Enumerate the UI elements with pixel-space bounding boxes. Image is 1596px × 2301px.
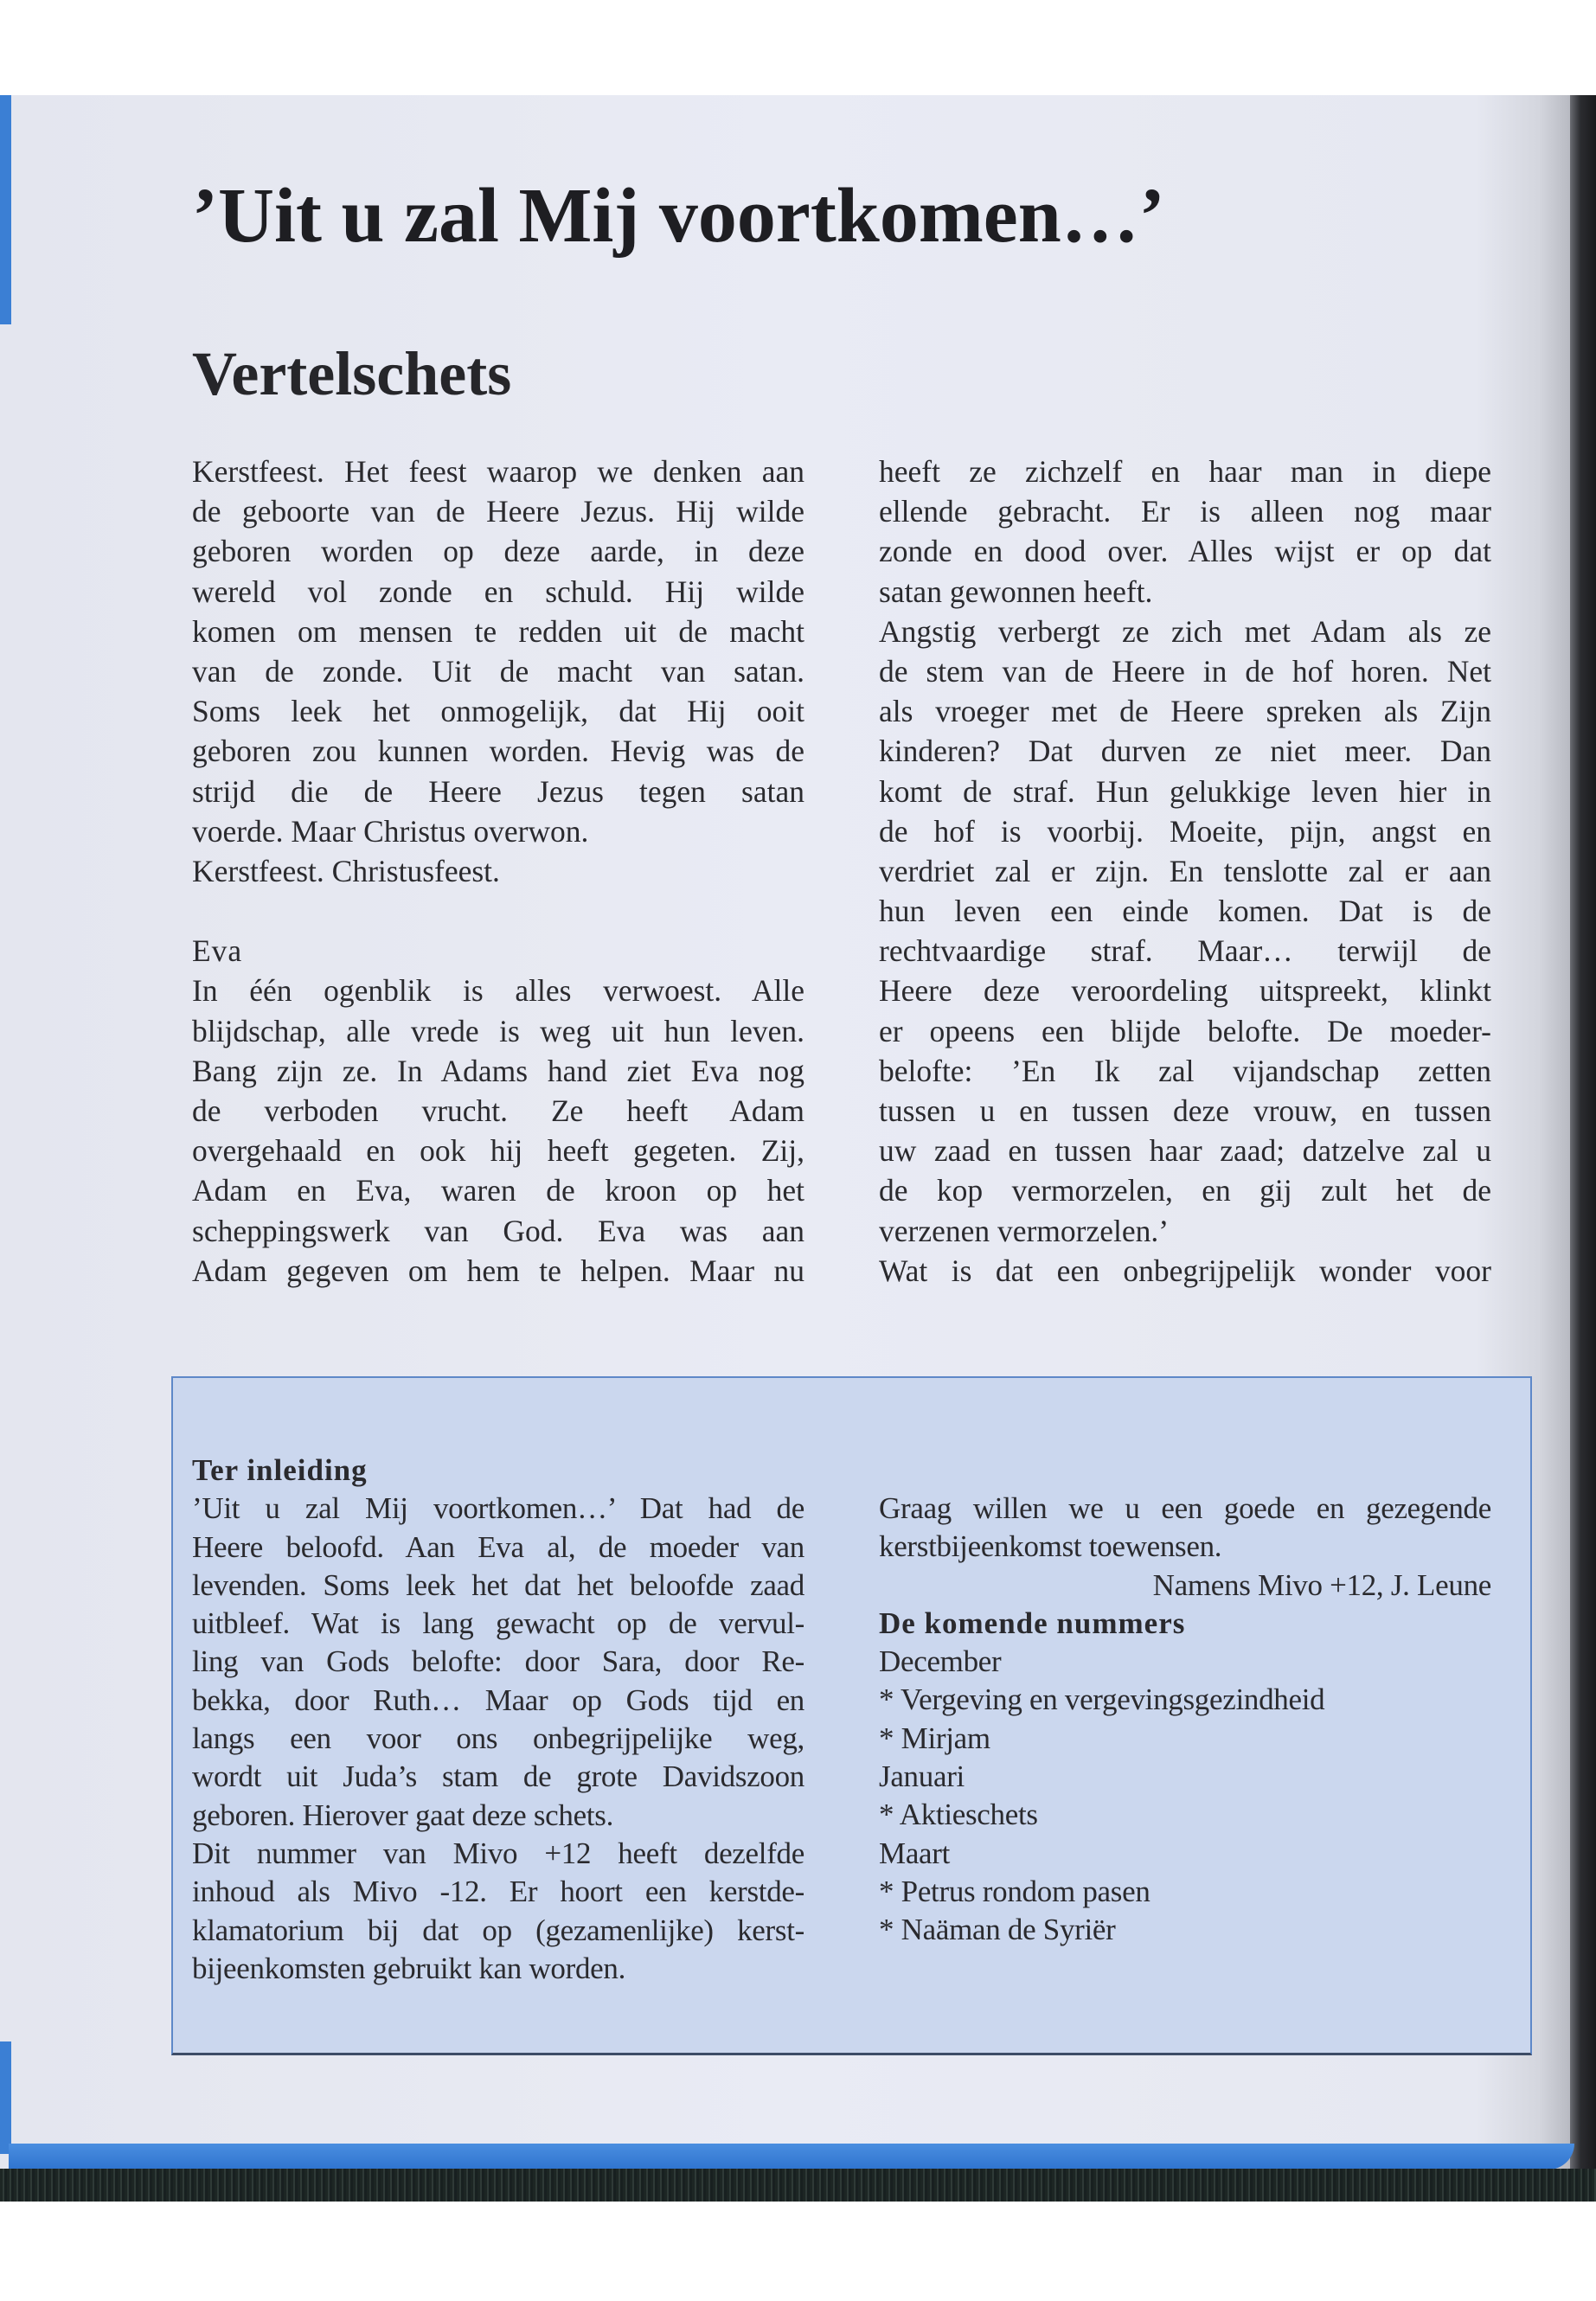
text-line: Dit nummer van Mivo +12 heeft dezelfde (192, 1836, 804, 1870)
text-line: Bang zijn ze. In Adams hand ziet Eva nog (192, 1053, 804, 1088)
signature-line: Namens Mivo +12, J. Leune (1152, 1567, 1491, 1602)
list-item: * Mirjam (879, 1721, 990, 1755)
text-line: Wat is dat een onbegrijpelijk wonder voor (879, 1253, 1491, 1288)
text-line: heeft ze zichzelf en haar man in diepe (879, 454, 1491, 489)
left-blue-edge (0, 95, 11, 324)
text-line: Adam gegeven om hem te helpen. Maar nu (192, 1253, 804, 1288)
bottom-blue-band (9, 2144, 1574, 2170)
text-line: Graag willen we u een goede en gezegende (879, 1491, 1491, 1525)
text-line: langs een voor ons onbegrijpelijke weg, (192, 1721, 804, 1756)
text-line: van de zonde. Uit de macht van satan. (192, 653, 804, 689)
list-item: * Vergeving en vergevingsgezindheid (879, 1682, 1325, 1717)
list-item: December (879, 1644, 1002, 1679)
text-line: Kerstfeest. Christusfeest. (192, 853, 500, 888)
text-line: geboren zou kunnen worden. Hevig was de (192, 734, 804, 769)
section-title: Vertelschets (192, 339, 512, 408)
binding-edge (1570, 95, 1596, 2202)
article-right-column (879, 452, 1491, 1291)
text-line: Soms leek het onmogelijk, dat Hij ooit (192, 694, 804, 729)
text-line: de geboorte van de Heere Jezus. Hij wilde (192, 494, 804, 529)
text-line: de hof is voorbij. Moeite, pijn, angst en (879, 813, 1491, 849)
text-line: satan gewonnen heeft. (879, 574, 1153, 609)
text-line: tussen u en tussen deze vrouw, en tussen (879, 1093, 1491, 1128)
text-line: verdriet zal er zijn. En tenslotte zal er aan (879, 853, 1491, 888)
text-line: rechtvaardige straf. Maar… terwijl de (879, 933, 1491, 969)
text-line: uitbleef. Wat is lang gewacht op de vervul- (192, 1606, 804, 1641)
text-line: hun leven een einde komen. Dat is de (879, 894, 1491, 929)
text-line: belofte: ’En Ik zal vijandschap zetten (879, 1053, 1491, 1088)
text-line: geboren. Hierover gaat deze schets. (192, 1798, 614, 1832)
subheading: De komende nummers (879, 1606, 1186, 1640)
list-item: Maart (879, 1836, 951, 1870)
text-line: levenden. Soms leek het dat het beloofde zaad (192, 1567, 804, 1602)
text-line: zonde en dood over. Alles wijst er op dat (879, 534, 1491, 569)
text-line: voerde. Maar Christus overwon. (192, 813, 589, 849)
text-line: Kerstfeest. Het feest waarop we denken aan (192, 454, 804, 489)
text-line: scheppingswerk van God. Eva was aan (192, 1213, 804, 1248)
text-line: als vroeger met de Heere spreken als Zijn (879, 694, 1491, 729)
article-left-column (192, 452, 804, 1291)
text-line: In één ogenblik is alles verwoest. Alle (192, 973, 804, 1009)
text-line: de verboden vrucht. Ze heeft Adam (192, 1093, 804, 1128)
text-line: blijdschap, alle vrede is weg uit hun leven. (192, 1013, 804, 1048)
text-line: Angstig verbergt ze zich met Adam als ze (879, 613, 1491, 649)
paragraph-gap (192, 891, 804, 931)
text-line: kinderen? Dat durven ze niet meer. Dan (879, 734, 1491, 769)
left-blue-edge-lower (0, 2041, 11, 2154)
list-item: * Naäman de Syriër (879, 1913, 1116, 1947)
text-line: klamatorium bij dat op (gezamenlijke) kerst- (192, 1913, 804, 1947)
text-line: Adam en Eva, waren de kroon op het (192, 1173, 804, 1208)
info-box-left-column (192, 1452, 804, 1988)
text-line: komt de straf. Hun gelukkige leven hier in (879, 773, 1491, 809)
text-line: Heere deze veroordeling uitspreekt, klinkt (879, 973, 1491, 1009)
text-line: uw zaad en tussen haar zaad; datzelve zal u (879, 1133, 1491, 1169)
list-item: * Petrus rondom pasen (879, 1874, 1151, 1908)
text-line: de stem van de Heere in de hof horen. Net (879, 653, 1491, 689)
text-line: ellende gebracht. Er is alleen nog maar (879, 494, 1491, 529)
subheading: Eva (192, 933, 243, 969)
text-line: geboren worden op deze aarde, in deze (192, 534, 804, 569)
page-title: ’Uit u zal Mij voortkomen…’ (192, 173, 1165, 259)
text-line: de kop vermorzelen, en gij zult het de (879, 1173, 1491, 1208)
text-line: ’Uit u zal Mij voortkomen…’ Dat had de (192, 1491, 804, 1526)
text-line: kerstbijeenkomst toewensen. (879, 1529, 1222, 1564)
text-line: ling van Gods belofte: door Sara, door Re- (192, 1644, 804, 1679)
text-line: inhoud als Mivo -12. Er hoort een kerstde- (192, 1875, 804, 1909)
text-line: bekka, door Ruth… Maar op Gods tijd en (192, 1682, 804, 1717)
info-box (171, 1376, 1532, 2055)
list-item: Januari (879, 1759, 965, 1794)
subheading: Ter inleiding (192, 1453, 368, 1487)
text-line: Heere beloofd. Aan Eva al, de moeder van (192, 1529, 804, 1564)
text-line: overgehaald en ook hij heeft gegeten. Zij, (192, 1133, 804, 1169)
scanner-bed-edge (0, 2169, 1596, 2202)
list-item: * Aktieschets (879, 1798, 1038, 1832)
text-line: verzenen vermorzelen.’ (879, 1213, 1170, 1248)
info-box-right-column (879, 1490, 1491, 1950)
text-line: bijeenkomsten gebruikt kan worden. (192, 1951, 626, 1985)
text-line: wereld vol zonde en schuld. Hij wilde (192, 574, 804, 609)
text-line: er opeens een blijde belofte. De moeder- (879, 1013, 1491, 1048)
text-line: strijd die de Heere Jezus tegen satan (192, 773, 804, 809)
text-line: komen om mensen te redden uit de macht (192, 613, 804, 649)
text-line: wordt uit Juda’s stam de grote Davidszoon (192, 1759, 804, 1794)
